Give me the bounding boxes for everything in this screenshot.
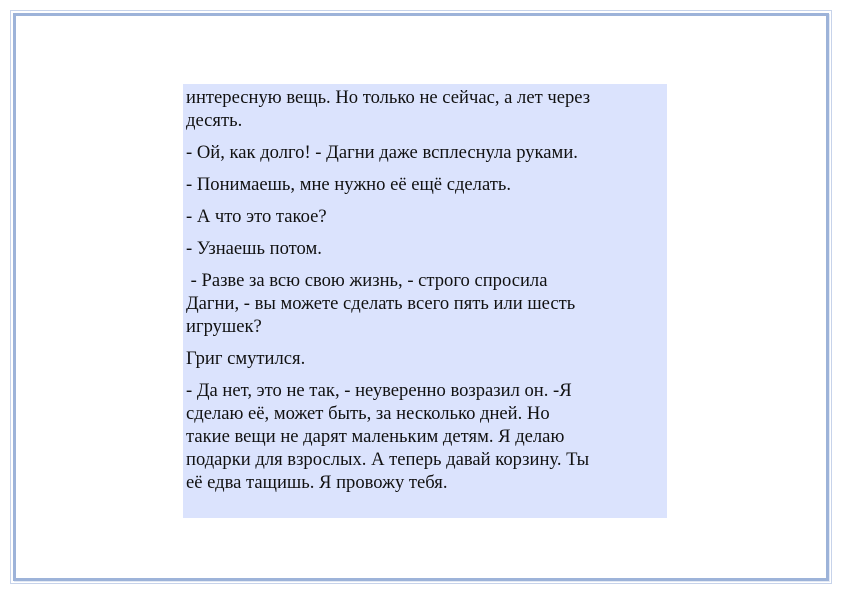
text-line: сделаю её, может быть, за несколько дней. Но [186,403,550,424]
story-text-block [183,84,667,518]
paragraph-7 [186,347,664,370]
paragraph-4 [186,205,664,228]
text-line: интересную вещь. Но только не сейчас, а лет через [186,87,591,108]
paragraph-1 [186,86,664,132]
text-line: её едва тащишь. Я провожу тебя. [186,472,448,493]
text-line: десять. [186,110,243,131]
paragraph-8 [186,379,664,494]
text-line: - Да нет, это не так, - неуверенно возразил он. -Я [186,380,572,401]
text-line: - Узнаешь потом. [186,238,322,259]
paragraph-6 [186,269,664,338]
paragraph-3 [186,173,664,196]
text-line: Григ смутился. [186,348,306,369]
text-line: подарки для взрослых. А теперь давай корзину. Ты [186,449,590,470]
text-line: такие вещи не дарят маленьким детям. Я делаю [186,426,565,447]
text-line: - Понимаешь, мне нужно её ещё сделать. [186,174,511,195]
text-line: Дагни, - вы можете сделать всего пять или шесть [186,293,576,314]
text-line: - А что это такое? [186,206,327,227]
text-line: - Разве за всю свою жизнь, - строго спросила [186,270,548,291]
text-line: игрушек? [186,316,262,337]
text-line: - Ой, как долго! - Дагни даже всплеснула руками. [186,142,578,163]
paragraph-5 [186,237,664,260]
paragraph-2 [186,141,664,164]
